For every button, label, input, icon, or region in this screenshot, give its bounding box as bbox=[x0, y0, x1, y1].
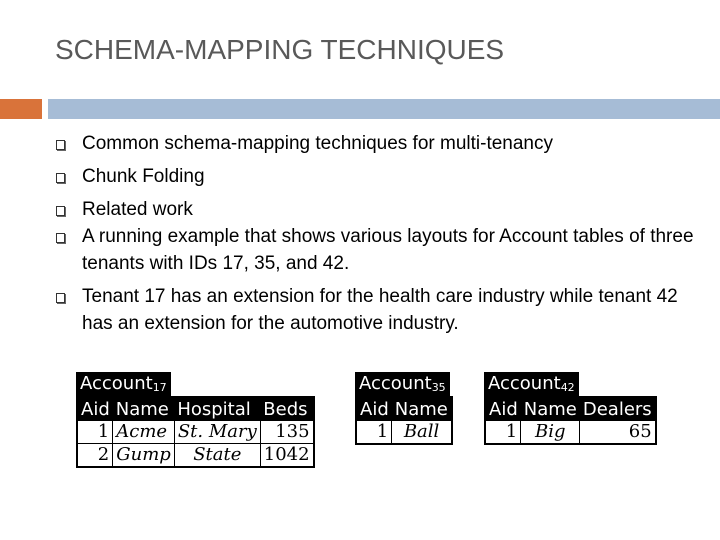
data-table bbox=[355, 396, 453, 445]
square-bullet-icon bbox=[56, 293, 65, 303]
table-name: Account$_{42}$ bbox=[484, 372, 579, 396]
table-cell: St. Mary bbox=[174, 421, 260, 444]
account-35-table bbox=[355, 372, 453, 445]
column-header: Name bbox=[113, 397, 175, 421]
data-table bbox=[76, 396, 315, 468]
data-table bbox=[484, 396, 657, 445]
bullet-text: Common schema-mapping techniques for multi-tenancy bbox=[82, 133, 553, 154]
square-bullet-icon bbox=[56, 206, 65, 216]
table-row bbox=[356, 421, 452, 444]
table-cell: 1 bbox=[77, 421, 113, 444]
accent-bar-blue bbox=[48, 99, 720, 119]
column-header: Name bbox=[521, 397, 580, 421]
bullet-item bbox=[56, 196, 696, 223]
column-header: Name bbox=[392, 397, 452, 421]
table-cell: 1 bbox=[356, 421, 392, 444]
square-bullet-icon bbox=[56, 233, 65, 243]
bullet-item bbox=[56, 223, 696, 277]
table-cell: 1042 bbox=[260, 444, 313, 468]
column-header: Hospital bbox=[174, 397, 260, 421]
header-row bbox=[77, 397, 314, 421]
bullet-text: Related work bbox=[82, 199, 193, 220]
table-cell: Gump bbox=[113, 444, 175, 468]
table-cell: 65 bbox=[580, 421, 656, 444]
bullet-text: Chunk Folding bbox=[82, 166, 205, 187]
header-row bbox=[356, 397, 452, 421]
bullet-item bbox=[56, 283, 696, 337]
header-row bbox=[485, 397, 656, 421]
table-name: Account$_{35}$ bbox=[355, 372, 450, 396]
bullet-item bbox=[56, 130, 696, 157]
account-42-table bbox=[484, 372, 657, 445]
table-cell: Acme bbox=[113, 421, 175, 444]
column-header: Aid bbox=[485, 397, 521, 421]
bullet-text: Tenant 17 has an extension for the health care industry while tenant 42 has an extension for the automotive industry. bbox=[82, 286, 678, 334]
table-row bbox=[485, 421, 656, 444]
column-header: Beds bbox=[260, 397, 313, 421]
bullet-text: A running example that shows various layouts for Account tables of three tenants with IDs 17, 35, and 42. bbox=[82, 226, 694, 274]
table-cell: 1 bbox=[485, 421, 521, 444]
table-row bbox=[77, 421, 314, 444]
table-name: Account$_{17}$ bbox=[76, 372, 171, 396]
table-cell: 2 bbox=[77, 444, 113, 468]
column-header: Dealers bbox=[580, 397, 656, 421]
accent-bar-orange bbox=[0, 99, 42, 119]
table-cell: State bbox=[174, 444, 260, 468]
table-cell: Big bbox=[521, 421, 580, 444]
square-bullet-icon bbox=[56, 140, 65, 150]
column-header: Aid bbox=[77, 397, 113, 421]
square-bullet-icon bbox=[56, 173, 65, 183]
table-cell: 135 bbox=[260, 421, 313, 444]
account-17-table bbox=[76, 372, 315, 468]
table-row bbox=[77, 444, 314, 468]
column-header: Aid bbox=[356, 397, 392, 421]
table-cell: Ball bbox=[392, 421, 452, 444]
slide-title: SCHEMA-MAPPING TECHNIQUES bbox=[55, 34, 505, 65]
bullet-item bbox=[56, 163, 696, 190]
bullet-list bbox=[56, 130, 696, 337]
